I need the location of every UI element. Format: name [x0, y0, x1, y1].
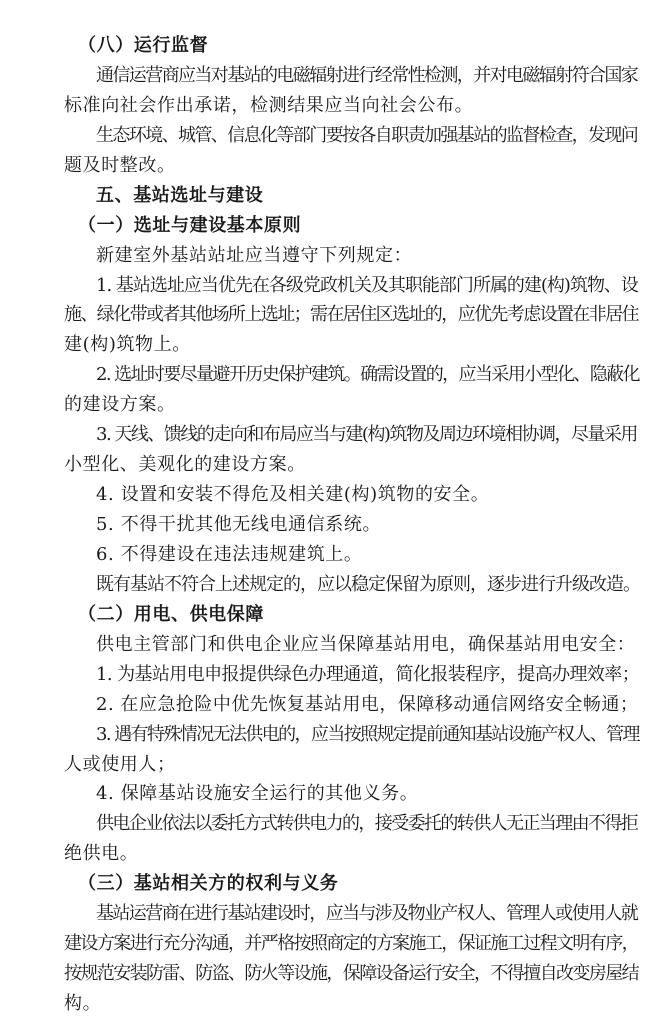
paragraph-line: 生态环境、城管、信息化等部门要按各自职责加强基站的监督检查，发现问: [96, 124, 638, 146]
paragraph-line: 供电企业依法以委托方式转供电力的，接受委托的转供人无正当理由不得拒: [96, 813, 638, 835]
list-item-line: 施、绿化带或者其他场所上选址；需在居住区选址的，应优先考虑设置在非居住: [64, 304, 638, 326]
list-item-line: 的建设方案。: [64, 394, 176, 416]
section-heading-8: （八）运行监督: [78, 35, 209, 56]
paragraph-line: 标准向社会作出承诺，检测结果应当向社会公布。: [64, 94, 474, 116]
paragraph-line: 绝供电。: [64, 843, 139, 865]
list-item-line: 3. 遇有特殊情况无法供电的，应当按照规定提前通知基站设施产权人、管理: [96, 723, 639, 745]
paragraph-line: 既有基站不符合上述规定的，应以稳定保留为原则，逐步进行升级改造。: [96, 573, 640, 595]
subsection-heading-2: （二）用电、供电保障: [78, 603, 264, 625]
list-item-line: 3. 天线、馈线的走向和布局应当与建(构)筑物及周边环境相协调，尽量采用: [96, 424, 637, 446]
subsection-heading-3: （三）基站相关方的权利与义务: [78, 873, 339, 895]
list-item-line: 人或使用人；: [64, 753, 176, 775]
paragraph-line: 新建室外基站站址应当遵守下列规定：: [96, 244, 413, 266]
section-heading-5: 五、基站选址与建设: [96, 184, 264, 206]
paragraph-line: 基站运营商在进行基站建设时，应当与涉及物业产权人、管理人或使用人就: [96, 903, 638, 925]
list-item-line: 6. 不得建设在违法违规建筑上。: [96, 543, 363, 565]
paragraph-line: 题及时整改。: [64, 154, 176, 176]
paragraph-line: 通信运营商应当对基站的电磁辐射进行经常性检测，并对电磁辐射符合国家: [96, 64, 638, 86]
subsection-heading-1: （一）选址与建设基本原则: [78, 214, 302, 236]
list-item-line: 4. 设置和安装不得危及相关建(构)筑物的安全。: [96, 484, 490, 506]
list-item-line: 2. 选址时要尽量避开历史保护建筑。确需设置的，应当采用小型化、隐蔽化: [96, 364, 639, 386]
list-item-line: 建(构)筑物上。: [64, 334, 191, 356]
list-item-line: 小型化、美观化的建设方案。: [64, 454, 306, 476]
paragraph-line: 建设方案进行充分沟通，并严格按照商定的方案施工，保证施工过程文明有序，: [64, 933, 638, 955]
list-item-line: 4. 保障基站设施安全运行的其他义务。: [96, 783, 419, 805]
paragraph-line: 构。: [64, 993, 102, 1014]
list-item-line: 1. 为基站用电申报提供绿色办理通道，简化报装程序，提高办理效率；: [96, 663, 640, 685]
paragraph-line: 按规范安装防雷、防盗、防火等设施，保障设备运行安全，不得擅自改变房屋结: [64, 963, 638, 985]
list-item-line: 5. 不得干扰其他无线电通信系统。: [96, 514, 382, 535]
list-item-line: 1. 基站选址应当优先在各级党政机关及其职能部门所属的建(构)筑物、设: [96, 274, 638, 296]
list-item-line: 2. 在应急抢险中优先恢复基站用电，保障移动通信网络安全畅通；: [96, 693, 639, 715]
paragraph-line: 供电主管部门和供电企业应当保障基站用电，确保基站用电安全：: [96, 633, 636, 655]
